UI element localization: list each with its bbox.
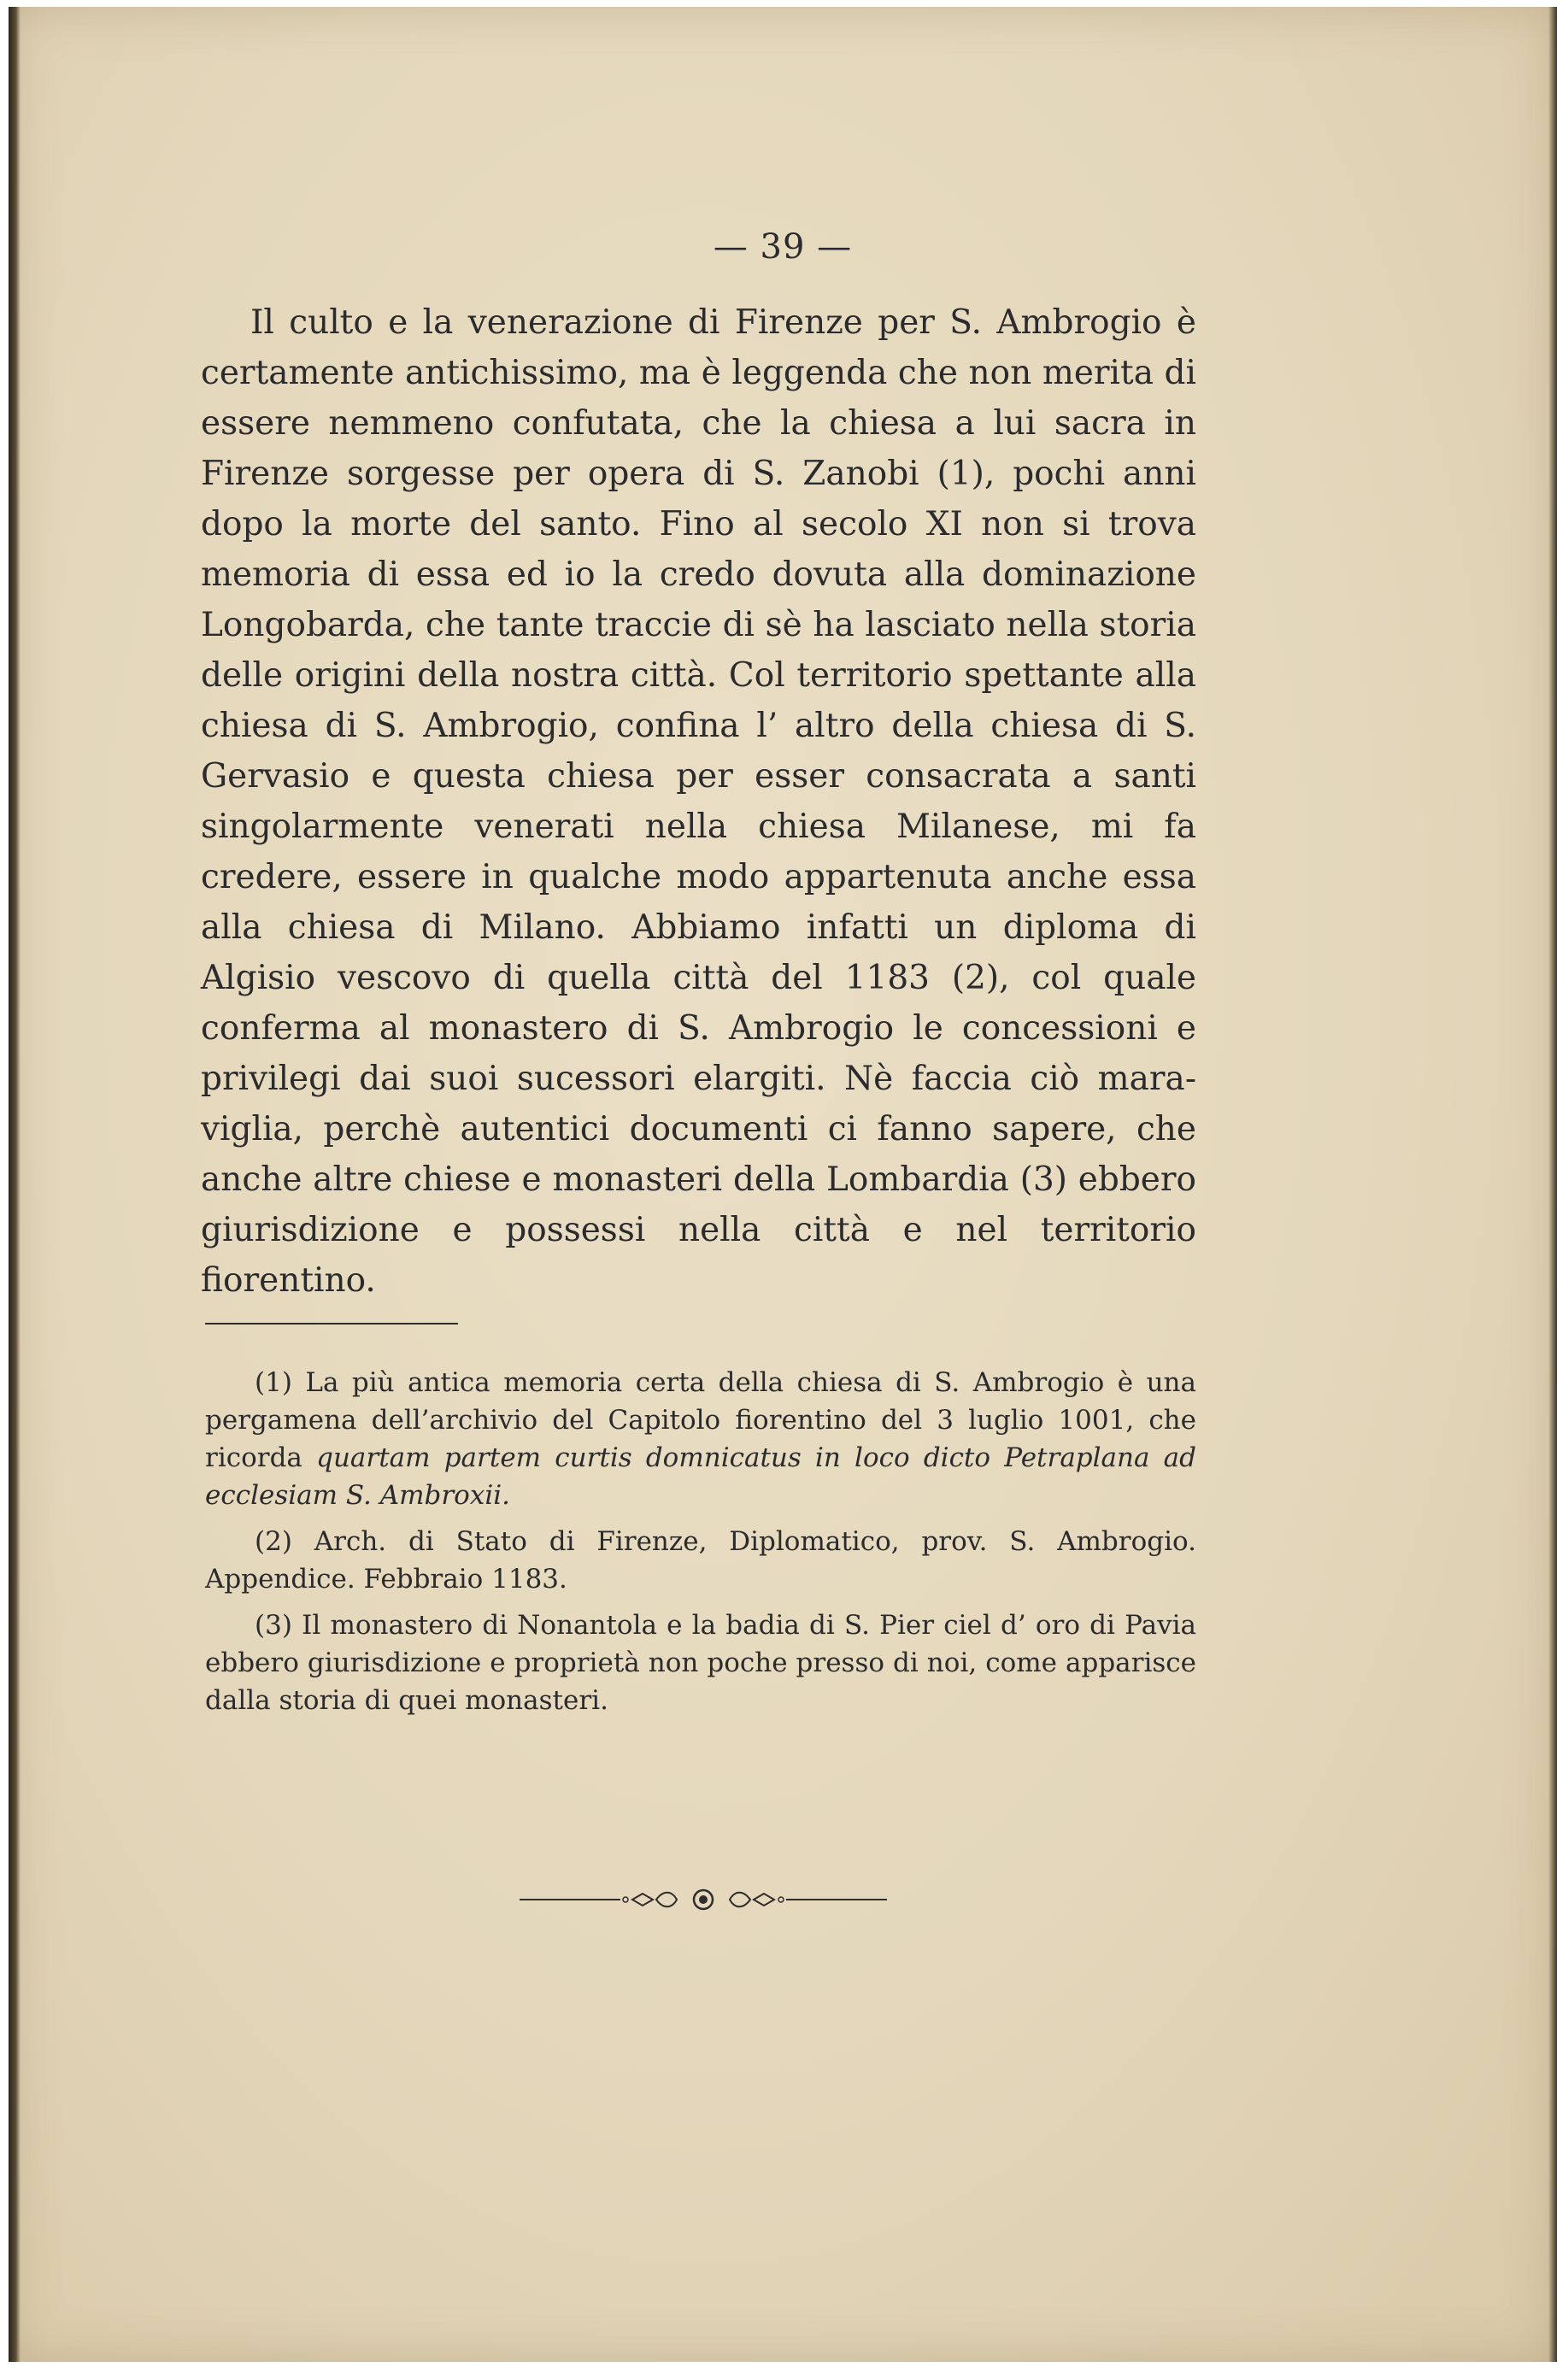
page-left-edge — [9, 7, 21, 2362]
body-paragraph: Il culto e la venerazione di Firenze per S. Ambrogio è certamente antichissimo, ma è leggenda che non merita di essere nemmeno confutata, che la chiesa a lui sacra in Firenze sorgesse per opera di S. Zanobi (1), pochi anni dopo la morte del santo. Fino al secolo XI non si trova memoria di essa ed io la credo dovuta alla dominazione Longobarda, che tante traccie di sè ha lasciato nella storia delle origini della nostra città. Col territorio spettante alla chiesa di S. Ambrogio, confina l’ altro della chiesa di S. Gervasio e questa chiesa per esser consacrata a santi singolarmente venerati nella chiesa Milanese, mi fa credere, essere in qualche modo appartenuta anche essa alla chiesa di Milano. Abbiamo infatti un diploma di Algisio vescovo di quella città del 1183 (2), col quale conferma al monastero di S. Ambrogio le concessioni e privilegi dai suoi sucessori elargiti. Nè faccia ciò maraviglia, perchè autentici documenti ci fanno sapere, che anche altre chiese e monasteri della Lombardia (3) ebbero giurisdizione e possessi nella città e nel territorio fiorentino. — [201, 303, 1196, 1300]
footnote-2: (2) Arch. di Stato di Firenze, Diplomatico, prov. S. Ambrogio. Appendice. Febbraio 1183. — [205, 1526, 1196, 1595]
footnote-1-text: (1) La più antica memoria certa della chiesa di S. Ambrogio è una pergamena dell’archivio del Capitolo fiorentino del 3 luglio 1001, che ricorda — [205, 1367, 1196, 1473]
footnote-1-latin-quote: quartam partem curtis domnicatus in loco dicto Petraplana ad ecclesiam S. Ambroxii. — [205, 1442, 1196, 1511]
footnotes — [205, 1364, 1196, 1728]
floral-ornament-icon — [520, 1887, 887, 1912]
footnote-3: (3) Il monastero di Nonantola e la badia di S. Pier ciel d’ oro di Pavia ebbero giurisdizione e proprietà non poche presso di noi, come apparisce dalla storia di quei monasteri. — [205, 1610, 1196, 1716]
page-number: — 39 — — [713, 227, 853, 267]
page-right-edge — [1548, 7, 1557, 2362]
book-page — [9, 7, 1557, 2362]
footnote-separator — [205, 1323, 458, 1325]
body-paragraph-container — [201, 297, 1196, 1306]
footnote-1 — [205, 1364, 1196, 1514]
